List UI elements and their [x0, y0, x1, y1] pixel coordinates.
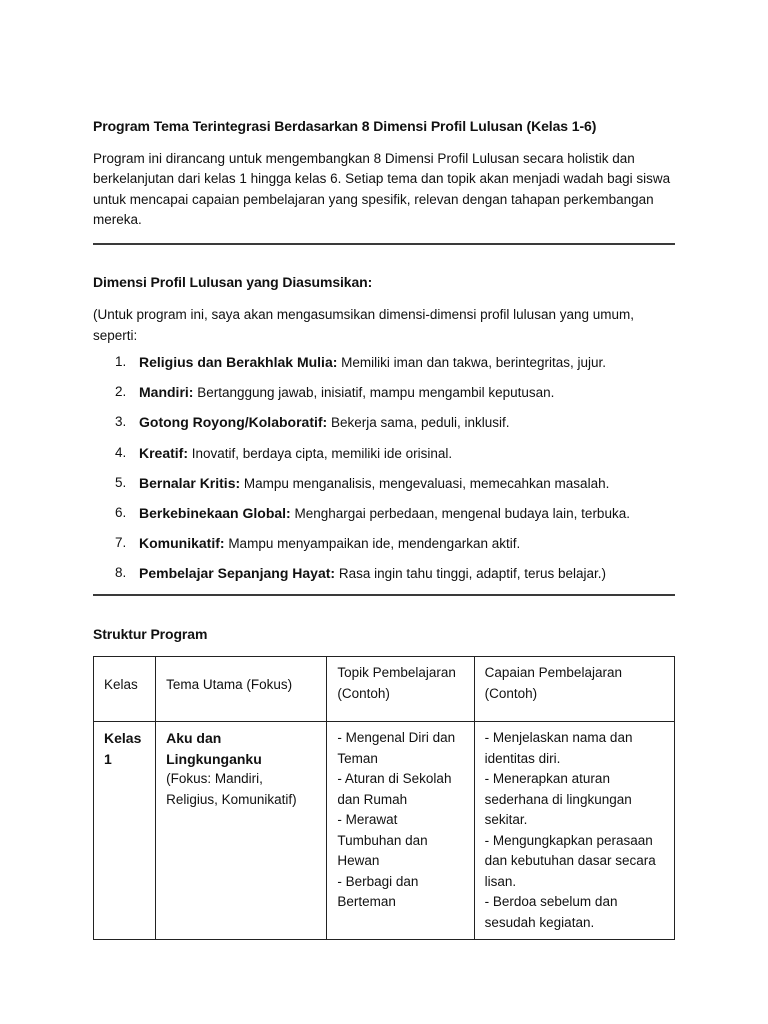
list-item [93, 352, 675, 382]
list-number: 3. [115, 414, 127, 430]
capaian-item: - Menjelaskan nama dan identitas diri. [484, 730, 633, 766]
document-body [93, 116, 675, 940]
dimension-desc: Rasa ingin tahu tinggi, adaptif, terus belajar.) [335, 566, 606, 582]
dimension-desc: Mampu menganalisis, mengevaluasi, memecahkan masalah. [240, 475, 610, 491]
dimension-desc: Memiliki iman dan takwa, berintegritas, jujur. [337, 355, 606, 370]
table-row [94, 722, 675, 940]
dimension-name: Bernalar Kritis: [139, 474, 241, 491]
list-item [93, 563, 675, 593]
header-kelas: Kelas [104, 677, 138, 692]
assumption-paragraph: (Untuk program ini, saya akan mengasumsikan dimensi-dimensi profil lulusan yang umum, seperti: [93, 307, 634, 343]
topik-item: - Merawat Tumbuhan dan Hewan [337, 812, 428, 868]
dimension-desc: Bekerja sama, peduli, inklusif. [327, 415, 510, 431]
capaian-item: - Berdoa sebelum dan sesudah kegiatan. [484, 894, 618, 930]
kelas-cell [94, 722, 156, 940]
dimension-desc: Bertanggung jawab, inisiatif, mampu mengambil keputusan. [193, 385, 555, 401]
topik-item: - Mengenal Diri dan Teman [337, 730, 456, 766]
dimension-name: Pembelajar Sepanjang Hayat: [139, 565, 336, 582]
structure-heading: Struktur Program [93, 625, 208, 642]
list-item [93, 503, 675, 533]
dimension-name: Gotong Royong/Kolaboratif: [139, 414, 328, 431]
topik-item: - Aturan di Sekolah dan Rumah [337, 771, 452, 807]
dimension-name: Religius dan Berakhlak Mulia: [139, 354, 338, 370]
header-tema: Tema Utama (Fokus) [166, 677, 293, 692]
list-number: 4. [115, 444, 127, 460]
capaian-item: - Menerapkan aturan sederhana di lingkungan sekitar. [484, 771, 632, 827]
divider [93, 243, 675, 245]
divider [93, 594, 675, 596]
dimension-name: Berkebinekaan Global: [139, 504, 291, 521]
header-cell [94, 657, 156, 722]
kelas-label: Kelas 1 [104, 730, 142, 767]
tema-focus: (Fokus: Mandiri, Religius, Komunikatif) [166, 771, 297, 807]
capaian-cell [474, 722, 674, 940]
dimension-name: Kreatif: [139, 444, 189, 461]
list-item [93, 533, 675, 563]
list-item [93, 443, 675, 473]
capaian-item: - Mengungkapkan perasaan dan kebutuhan dasar secara lisan. [484, 832, 656, 889]
list-number: 6. [115, 504, 127, 520]
header-cell [156, 657, 327, 722]
dimension-desc: Inovatif, berdaya cipta, memiliki ide orisinal. [188, 445, 453, 461]
header-cell [474, 657, 674, 722]
program-structure-table [93, 656, 675, 940]
header-topik: Topik Pembelajaran (Contoh) [337, 665, 456, 701]
dimension-name: Mandiri: [139, 384, 194, 401]
topik-item: - Berbagi dan Berteman [337, 873, 419, 909]
header-capaian: Capaian Pembelajaran (Contoh) [484, 665, 622, 701]
list-item [93, 382, 675, 412]
dimension-desc: Menghargai perbedaan, mengenal budaya lain, terbuka. [290, 505, 630, 521]
intro-paragraph: Program ini dirancang untuk mengembangkan 8 Dimensi Profil Lulusan secara holistik dan berkelanjutan dari kelas 1 hingga kelas 6. Setiap tema dan topik akan menjadi wadah bagi siswa untuk mencapai capaian pembelajaran yang spesifik, relevan dengan tahapan perkembangan mereka. [93, 150, 671, 227]
tema-cell [156, 722, 327, 940]
dimension-desc: Mampu menyampaikan ide, mendengarkan aktif. [224, 536, 521, 552]
header-cell [327, 657, 474, 722]
dimensions-list [93, 352, 675, 594]
list-number: 5. [115, 474, 127, 490]
document-title: Program Tema Terintegrasi Berdasarkan 8 Dimensi Profil Lulusan (Kelas 1-6) [93, 118, 597, 134]
table-header-row [94, 657, 675, 722]
tema-title: Aku dan Lingkunganku [166, 730, 262, 767]
list-number: 7. [115, 535, 127, 551]
list-number: 8. [115, 565, 127, 581]
list-item [93, 412, 675, 442]
dimension-name: Komunikatif: [139, 535, 225, 552]
list-number: 2. [115, 384, 127, 400]
list-item [93, 473, 675, 503]
topik-cell [327, 722, 474, 940]
list-number: 1. [115, 354, 127, 369]
dimensions-heading: Dimensi Profil Lulusan yang Diasumsikan: [93, 273, 373, 290]
